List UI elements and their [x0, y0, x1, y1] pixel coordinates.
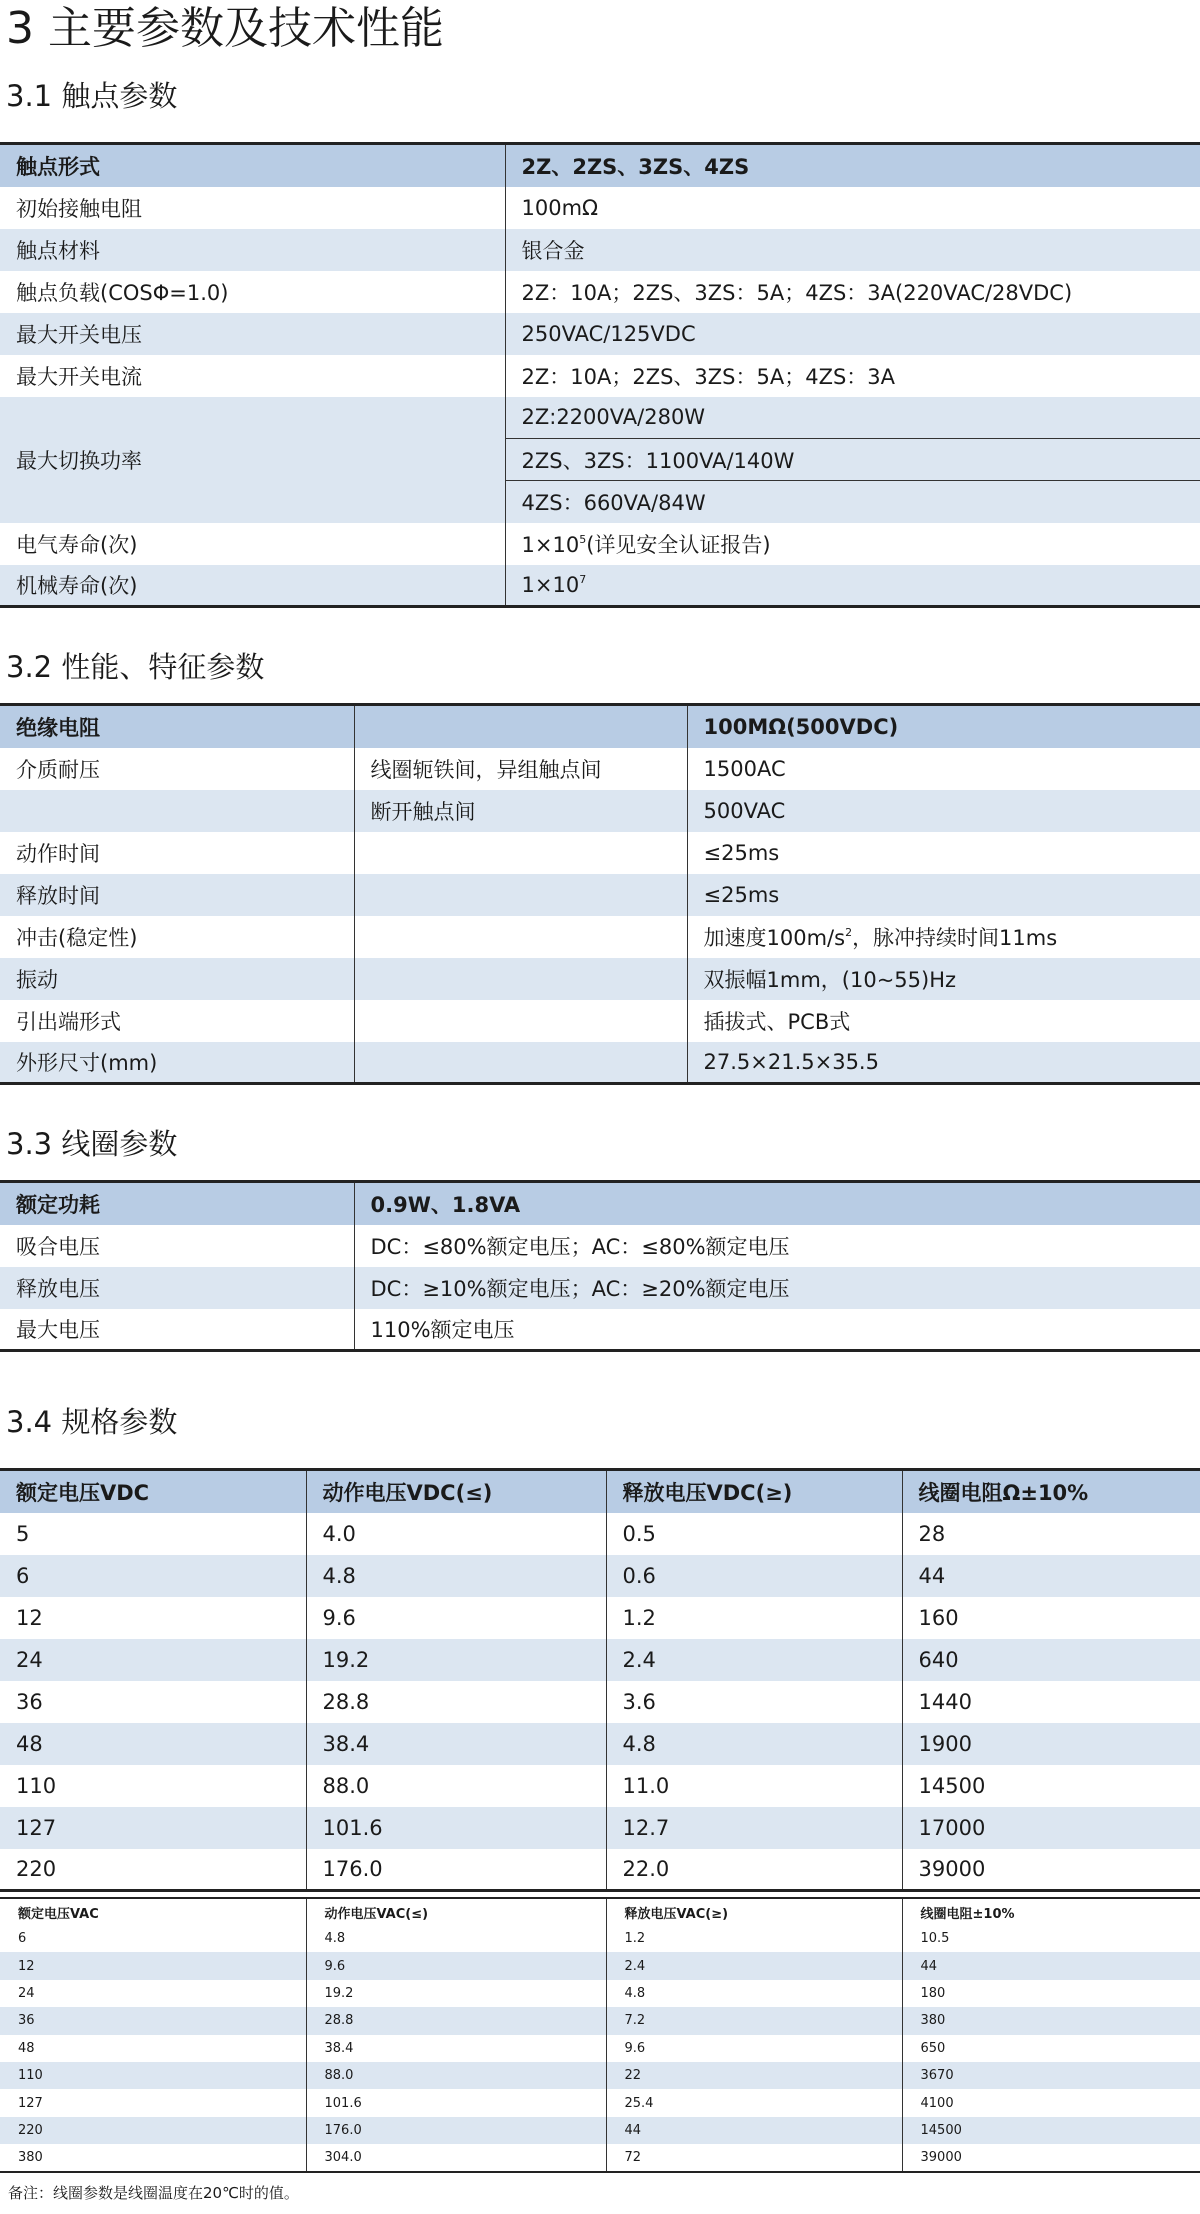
table-cell: 380	[18, 2149, 43, 2165]
header-cell: 额定功耗	[0, 1182, 354, 1225]
table-row	[0, 523, 1200, 565]
cell: 冲击(稳定性)	[16, 925, 138, 950]
table-row	[0, 748, 1200, 790]
table-row	[0, 271, 1200, 313]
table-cell: 4.8	[306, 1555, 606, 1597]
table-row	[0, 1000, 1200, 1042]
param-label: 机械寿命(次)	[0, 565, 505, 607]
table-cell: 12	[16, 1605, 43, 1630]
table-cell: 304.0	[306, 2144, 606, 2171]
table-cell: 44	[902, 1952, 1200, 1979]
param-label: 最大开关电流	[16, 364, 142, 389]
table-row	[0, 2007, 1200, 2034]
footnote: 备注：线圈参数是线圈温度在20℃时的值。	[8, 2184, 299, 2202]
table-cell: 650	[902, 2035, 1200, 2062]
table-row	[0, 229, 1200, 271]
param-label: 初始接触电阻	[16, 196, 142, 221]
header-cell: 额定电压VDC	[0, 1470, 306, 1513]
param-label: 电气寿命(次)	[16, 532, 138, 557]
table-cell: 1.2	[606, 1597, 902, 1639]
header-cell: 2Z、2ZS、3ZS、4ZS	[505, 144, 1200, 187]
header-cell: 动作电压VDC(≤)	[306, 1470, 606, 1513]
param-label: 最大切换功率	[0, 397, 505, 523]
table-cell: 12	[0, 1952, 306, 1979]
param-value: 4ZS：660VA/84W	[505, 481, 1200, 523]
table-cell: 22.0	[606, 1849, 902, 1891]
header-cell: 额定电压VAC	[18, 1906, 99, 1922]
cell: ≤25ms	[687, 832, 1200, 874]
table-cell: 2.4	[606, 1639, 902, 1681]
table-header-row	[0, 1470, 1200, 1513]
param-value: 2ZS、3ZS：1100VA/140W	[505, 439, 1200, 481]
section-heading-3-2: 3.2 性能、特征参数	[6, 650, 265, 684]
table-row	[0, 1849, 1200, 1891]
param-label: 最大开关电压	[0, 313, 505, 355]
page-title: 3 主要参数及技术性能	[6, 3, 444, 54]
table-cell: 38.4	[306, 1723, 606, 1765]
ac-spec-table	[0, 1897, 1200, 2173]
section-heading-3-4: 3.4 规格参数	[6, 1405, 178, 1439]
cell: DC：≥10%额定电压；AC：≥20%额定电压	[354, 1267, 1200, 1309]
table-cell: 6	[0, 1555, 306, 1597]
cell: 吸合电压	[16, 1234, 100, 1259]
shock-duration: ，脉冲持续时间11ms	[852, 925, 1058, 950]
table-row	[0, 916, 1200, 958]
table-cell: 9.6	[606, 2035, 902, 2062]
table-cell: 38.4	[306, 2035, 606, 2062]
dc-spec-table	[0, 1468, 1200, 1892]
param-value	[505, 565, 1200, 607]
cell: 最大电压	[16, 1317, 100, 1342]
table-cell: 19.2	[306, 1980, 606, 2007]
cell	[687, 916, 1200, 958]
value-note: (详见安全认证报告)	[586, 532, 771, 557]
table-cell: 11.0	[606, 1765, 902, 1807]
param-label: 触点负载(COSΦ=1.0)	[16, 280, 229, 305]
table-row	[0, 874, 1200, 916]
table-cell: 9.6	[306, 1952, 606, 1979]
table-header-row	[0, 705, 1200, 748]
table-row	[0, 1639, 1200, 1681]
table-row	[0, 2117, 1200, 2144]
table-cell: 640	[902, 1639, 1200, 1681]
table-cell: 28	[902, 1513, 1200, 1555]
table-cell: 14500	[902, 2117, 1200, 2144]
table-header-row	[0, 144, 1200, 187]
cell: 释放时间	[0, 874, 354, 916]
table-cell: 19.2	[306, 1639, 606, 1681]
table-row	[0, 1681, 1200, 1723]
table-cell: 5	[16, 1521, 30, 1546]
param-value: 2Z:2200VA/280W	[505, 397, 1200, 439]
table-cell: 180	[902, 1980, 1200, 2007]
table-cell: 88.0	[306, 1765, 606, 1807]
table-cell: 101.6	[306, 2089, 606, 2116]
table-cell: 220	[16, 1856, 57, 1881]
table-cell: 3670	[902, 2062, 1200, 2089]
value-base: 1×10	[521, 532, 580, 557]
table-row	[0, 1225, 1200, 1267]
table-row	[0, 355, 1200, 397]
table-row	[0, 790, 1200, 832]
contact-params-table	[0, 142, 1200, 608]
table-row	[0, 1925, 1200, 1952]
param-value: 银合金	[505, 229, 1200, 271]
cell: 线圈轭铁间，异组触点间	[354, 748, 687, 790]
table-cell: 9.6	[306, 1597, 606, 1639]
param-value: 2Z：10A；2ZS、3ZS：5A；4ZS：3A(220VAC/28VDC)	[505, 271, 1200, 313]
cell: 1500AC	[687, 748, 1200, 790]
table-row	[0, 2062, 1200, 2089]
table-cell: 39000	[902, 1849, 1200, 1891]
table-row	[0, 958, 1200, 1000]
header-cell: 线圈电阻±10%	[902, 1898, 1200, 1925]
value-exponent: 5	[579, 532, 587, 546]
table-cell: 36	[0, 2007, 306, 2034]
cell: 500VAC	[687, 790, 1200, 832]
table-cell: 25.4	[606, 2089, 902, 2116]
header-cell: 释放电压VDC(≥)	[606, 1470, 902, 1513]
cell: ≤25ms	[687, 874, 1200, 916]
cell	[0, 790, 354, 832]
performance-params-table	[0, 703, 1200, 1085]
header-cell: 绝缘电阻	[0, 705, 354, 748]
table-cell: 176.0	[306, 2117, 606, 2144]
header-cell	[354, 705, 687, 748]
table-cell: 4.8	[606, 1980, 902, 2007]
cell	[354, 916, 687, 958]
cell: 释放电压	[0, 1267, 354, 1309]
table-row	[0, 1555, 1200, 1597]
table-cell: 127	[0, 1807, 306, 1849]
table-cell: 14500	[902, 1765, 1200, 1807]
table-cell: 4100	[902, 2089, 1200, 2116]
table-cell: 3.6	[606, 1681, 902, 1723]
table-cell: 24	[18, 1985, 35, 2001]
table-cell: 1.2	[606, 1925, 902, 1952]
header-cell: 100MΩ(500VDC)	[687, 705, 1200, 748]
header-cell: 触点形式	[0, 144, 505, 187]
header-cell: 线圈电阻Ω±10%	[902, 1470, 1200, 1513]
table-cell: 44	[902, 1555, 1200, 1597]
table-row	[0, 313, 1200, 355]
table-cell: 39000	[902, 2144, 1200, 2171]
table-header-row	[0, 1182, 1200, 1225]
table-row	[0, 397, 1200, 439]
table-row	[0, 1980, 1200, 2007]
table-cell: 127	[18, 2095, 43, 2111]
table-cell: 0.6	[606, 1555, 902, 1597]
cell	[354, 1042, 687, 1084]
table-cell: 6	[18, 1931, 27, 1947]
table-cell: 0.5	[606, 1513, 902, 1555]
param-value	[505, 523, 1200, 565]
table-row	[0, 1723, 1200, 1765]
table-header-row	[0, 1898, 1200, 1925]
cell: 插拔式、PCB式	[687, 1000, 1200, 1042]
table-row	[0, 565, 1200, 607]
value-exponent: 7	[579, 572, 587, 586]
table-cell: 110	[16, 1773, 57, 1798]
table-cell: 22	[606, 2062, 902, 2089]
cell: 介质耐压	[16, 757, 100, 782]
table-cell: 28.8	[306, 1681, 606, 1723]
table-cell: 88.0	[306, 2062, 606, 2089]
table-row	[0, 1513, 1200, 1555]
table-cell: 220	[0, 2117, 306, 2144]
table-row	[0, 1042, 1200, 1084]
cell	[354, 874, 687, 916]
table-cell: 72	[606, 2144, 902, 2171]
table-row	[0, 2144, 1200, 2171]
cell: 振动	[0, 958, 354, 1000]
table-cell: 10.5	[902, 1925, 1200, 1952]
table-cell: 1440	[902, 1681, 1200, 1723]
table-cell: 101.6	[306, 1807, 606, 1849]
cell: 27.5×21.5×35.5	[687, 1042, 1200, 1084]
value-exponent: 2	[845, 925, 853, 939]
table-row	[0, 832, 1200, 874]
table-row	[0, 1309, 1200, 1351]
value-base: 1×10	[521, 572, 580, 597]
table-cell: 4.0	[306, 1513, 606, 1555]
table-cell: 2.4	[606, 1952, 902, 1979]
cell: 110%额定电压	[354, 1309, 1200, 1351]
table-cell: 17000	[902, 1807, 1200, 1849]
table-cell: 4.8	[606, 1723, 902, 1765]
param-label: 触点材料	[0, 229, 505, 271]
table-row	[0, 1952, 1200, 1979]
param-value: 250VAC/125VDC	[505, 313, 1200, 355]
table-row	[0, 1765, 1200, 1807]
table-cell: 44	[606, 2117, 902, 2144]
cell	[354, 1000, 687, 1042]
table-cell: 48	[0, 1723, 306, 1765]
table-cell: 12.7	[606, 1807, 902, 1849]
table-row	[0, 1267, 1200, 1309]
param-value: 2Z：10A；2ZS、3ZS：5A；4ZS：3A	[505, 355, 1200, 397]
header-cell: 0.9W、1.8VA	[354, 1182, 1200, 1225]
table-cell: 36	[16, 1689, 43, 1714]
cell: 外形尺寸(mm)	[0, 1042, 354, 1084]
cell	[354, 832, 687, 874]
shock-value: 加速度100m/s	[703, 925, 846, 950]
cell	[354, 958, 687, 1000]
cell: 断开触点间	[354, 790, 687, 832]
cell: 动作时间	[16, 841, 100, 866]
table-cell: 160	[902, 1597, 1200, 1639]
table-row	[0, 1597, 1200, 1639]
table-cell: 48	[18, 2040, 35, 2056]
header-cell: 释放电压VAC(≥)	[606, 1898, 902, 1925]
table-cell: 24	[0, 1639, 306, 1681]
table-row	[0, 2089, 1200, 2116]
coil-params-table	[0, 1180, 1200, 1352]
table-cell: 4.8	[306, 1925, 606, 1952]
table-cell: 380	[902, 2007, 1200, 2034]
section-heading-3-3: 3.3 线圈参数	[6, 1127, 178, 1161]
table-cell: 7.2	[606, 2007, 902, 2034]
cell: DC：≤80%额定电压；AC：≤80%额定电压	[354, 1225, 1200, 1267]
table-row	[0, 2035, 1200, 2062]
header-cell: 动作电压VAC(≤)	[306, 1898, 606, 1925]
table-cell: 28.8	[306, 2007, 606, 2034]
table-cell: 110	[0, 2062, 306, 2089]
param-value: 100mΩ	[505, 187, 1200, 229]
section-heading-3-1: 3.1 触点参数	[6, 79, 178, 113]
table-cell: 176.0	[306, 1849, 606, 1891]
cell: 双振幅1mm，(10~55)Hz	[687, 958, 1200, 1000]
table-cell: 1900	[902, 1723, 1200, 1765]
table-row	[0, 1807, 1200, 1849]
cell: 引出端形式	[16, 1009, 121, 1034]
table-row	[0, 187, 1200, 229]
